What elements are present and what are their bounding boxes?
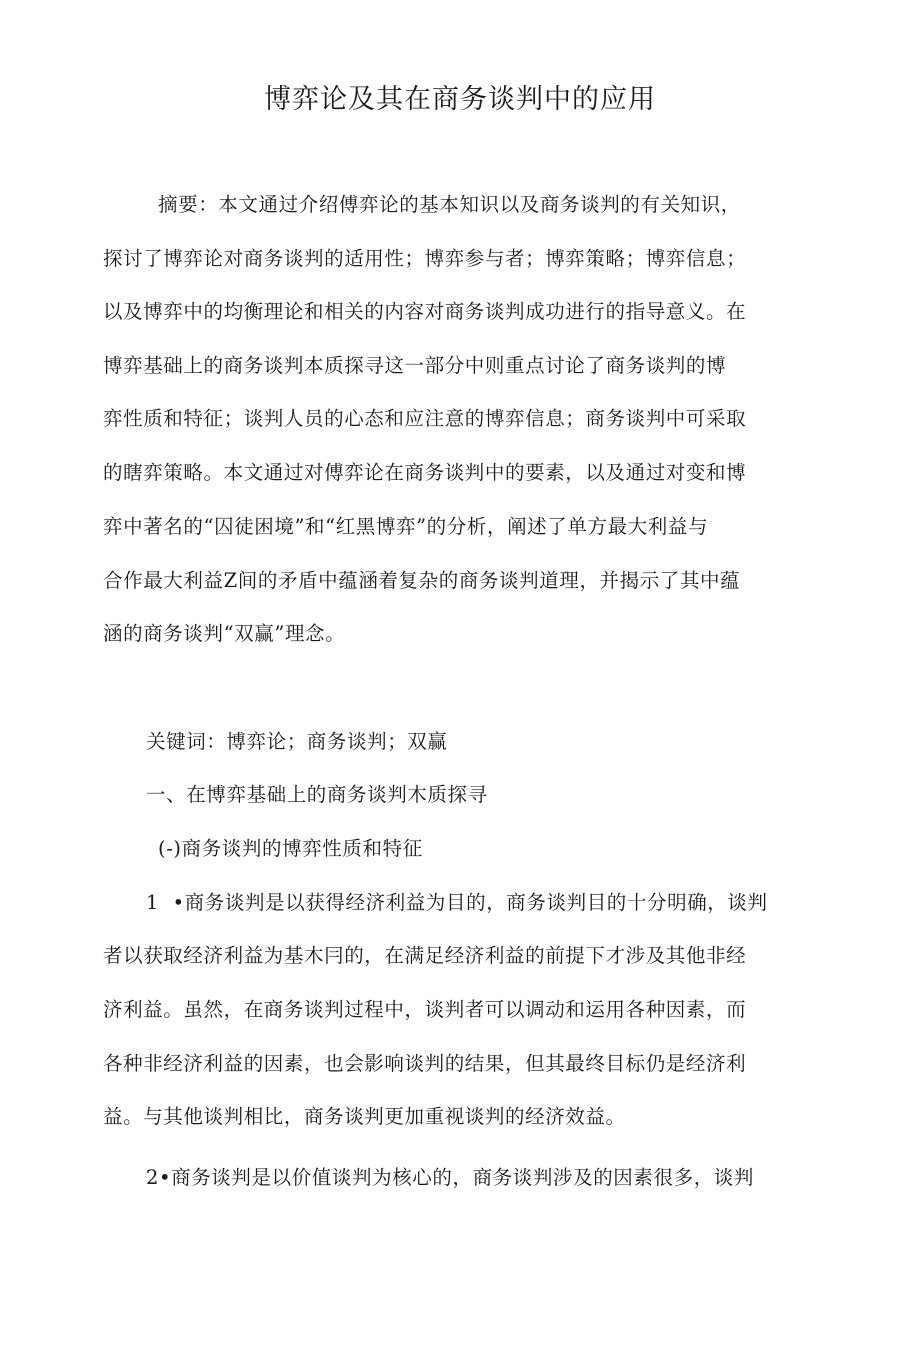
abstract-line: 以及博弈中的均衡理论和相关的内容对商务谈判成功进行的指导意义。在 [103,300,747,323]
abstract-line: 摘要：本文通过介绍傅弈论的基本知识以及商务谈判的有关知识， [158,193,741,216]
paragraph-line: 济利益。虽然，在商务谈判过程中，谈判者可以调动和运用各种因素，而 [103,998,747,1021]
document-title: 博弈论及其在商务谈判中的应用 [264,84,656,115]
abstract-line: 博弈基础上的商务谈判本质探寻这一部分中则重点讨论了商务谈判的博 [103,354,727,377]
paragraph-line: 2•商务谈判是以价值谈判为核心的，商务谈判涉及的因素很多，谈判 [146,1166,755,1189]
paragraph-line: 1 •商务谈判是以获得经济利益为目的，商务谈判目的十分明确，谈判 [146,891,768,914]
paragraph-line: 者以获取经济利益为基木冃的，在满足经济利益的前提下才涉及其他非经 [103,944,747,967]
keywords: 关键词：博弈论；商务谈判；双赢 [146,730,448,753]
paragraph-line: 各种非经济利益的因素，也会影响谈判的结果，但其最终目标仍是经济利 [103,1052,747,1075]
abstract-line: 弈中著名的“囚徒困境”和“红黑博弈”的分析，阐述了单方最大利益与 [103,515,709,538]
abstract-line: 涵的商务谈判“双赢”理念。 [103,622,346,645]
paragraph-line: 益。与其他谈判相比，商务谈判更加重视谈判的经济效益。 [103,1105,626,1128]
abstract-line: 合作最大利益Z间的矛盾中蕴涵着复杂的商务谈判道理，并揭示了其中蕴 [103,569,741,592]
abstract-line: 探讨了博弈论对商务谈判的适用性；博弈参与者；博弈策略；博弈信息； [103,247,747,270]
section-heading: 一、在博弈基础上的商务谈判木质探寻 [146,783,488,806]
subsection-heading: (-)商务谈判的博弈性质和特征 [158,837,423,860]
abstract-line: 的瞎弈策略。本文通过对傅弈论在商务谈判中的要素，以及通过对变和博 [103,461,747,484]
abstract-line: 弈性质和特征；谈判人员的心态和应注意的博弈信息；商务谈判中可采取 [103,407,747,430]
